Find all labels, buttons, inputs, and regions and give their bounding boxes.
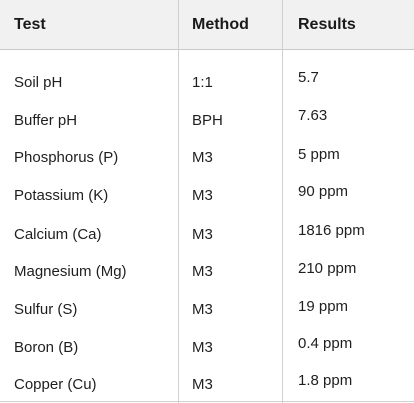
row-test: Soil pH (14, 74, 63, 91)
row-test: Magnesium (Mg) (14, 263, 127, 280)
row-test: Buffer pH (14, 112, 78, 129)
row-method: M3 (192, 339, 213, 356)
row-test: Sulfur (S) (14, 301, 78, 318)
row-method: M3 (192, 226, 213, 243)
column-divider (282, 0, 283, 403)
row-test: Phosphorus (P) (14, 149, 119, 166)
row-result: 19 ppm (298, 298, 349, 315)
row-test: Potassium (K) (14, 187, 109, 204)
row-test: Calcium (Ca) (14, 226, 102, 243)
table-bottom-border (0, 401, 414, 402)
row-method: M3 (192, 301, 213, 318)
row-result: 0.4 ppm (298, 335, 353, 352)
header-results: Results (298, 16, 356, 33)
row-result: 210 ppm (298, 260, 357, 277)
row-method: BPH (192, 112, 223, 129)
row-result: 1.8 ppm (298, 372, 353, 389)
row-method: M3 (192, 376, 213, 393)
column-divider (178, 0, 179, 403)
header-method: Method (192, 16, 249, 33)
row-method: M3 (192, 263, 213, 280)
row-result: 5 ppm (298, 146, 340, 163)
row-method: 1:1 (192, 74, 213, 91)
row-result: 1816 ppm (298, 222, 365, 239)
row-method: M3 (192, 187, 213, 204)
row-result: 90 ppm (298, 183, 349, 200)
row-test: Copper (Cu) (14, 376, 97, 393)
row-result: 7.63 (298, 107, 328, 124)
row-method: M3 (192, 149, 213, 166)
table-header (0, 0, 414, 50)
row-test: Boron (B) (14, 339, 79, 356)
header-test: Test (14, 16, 46, 33)
row-result: 5.7 (298, 69, 319, 86)
